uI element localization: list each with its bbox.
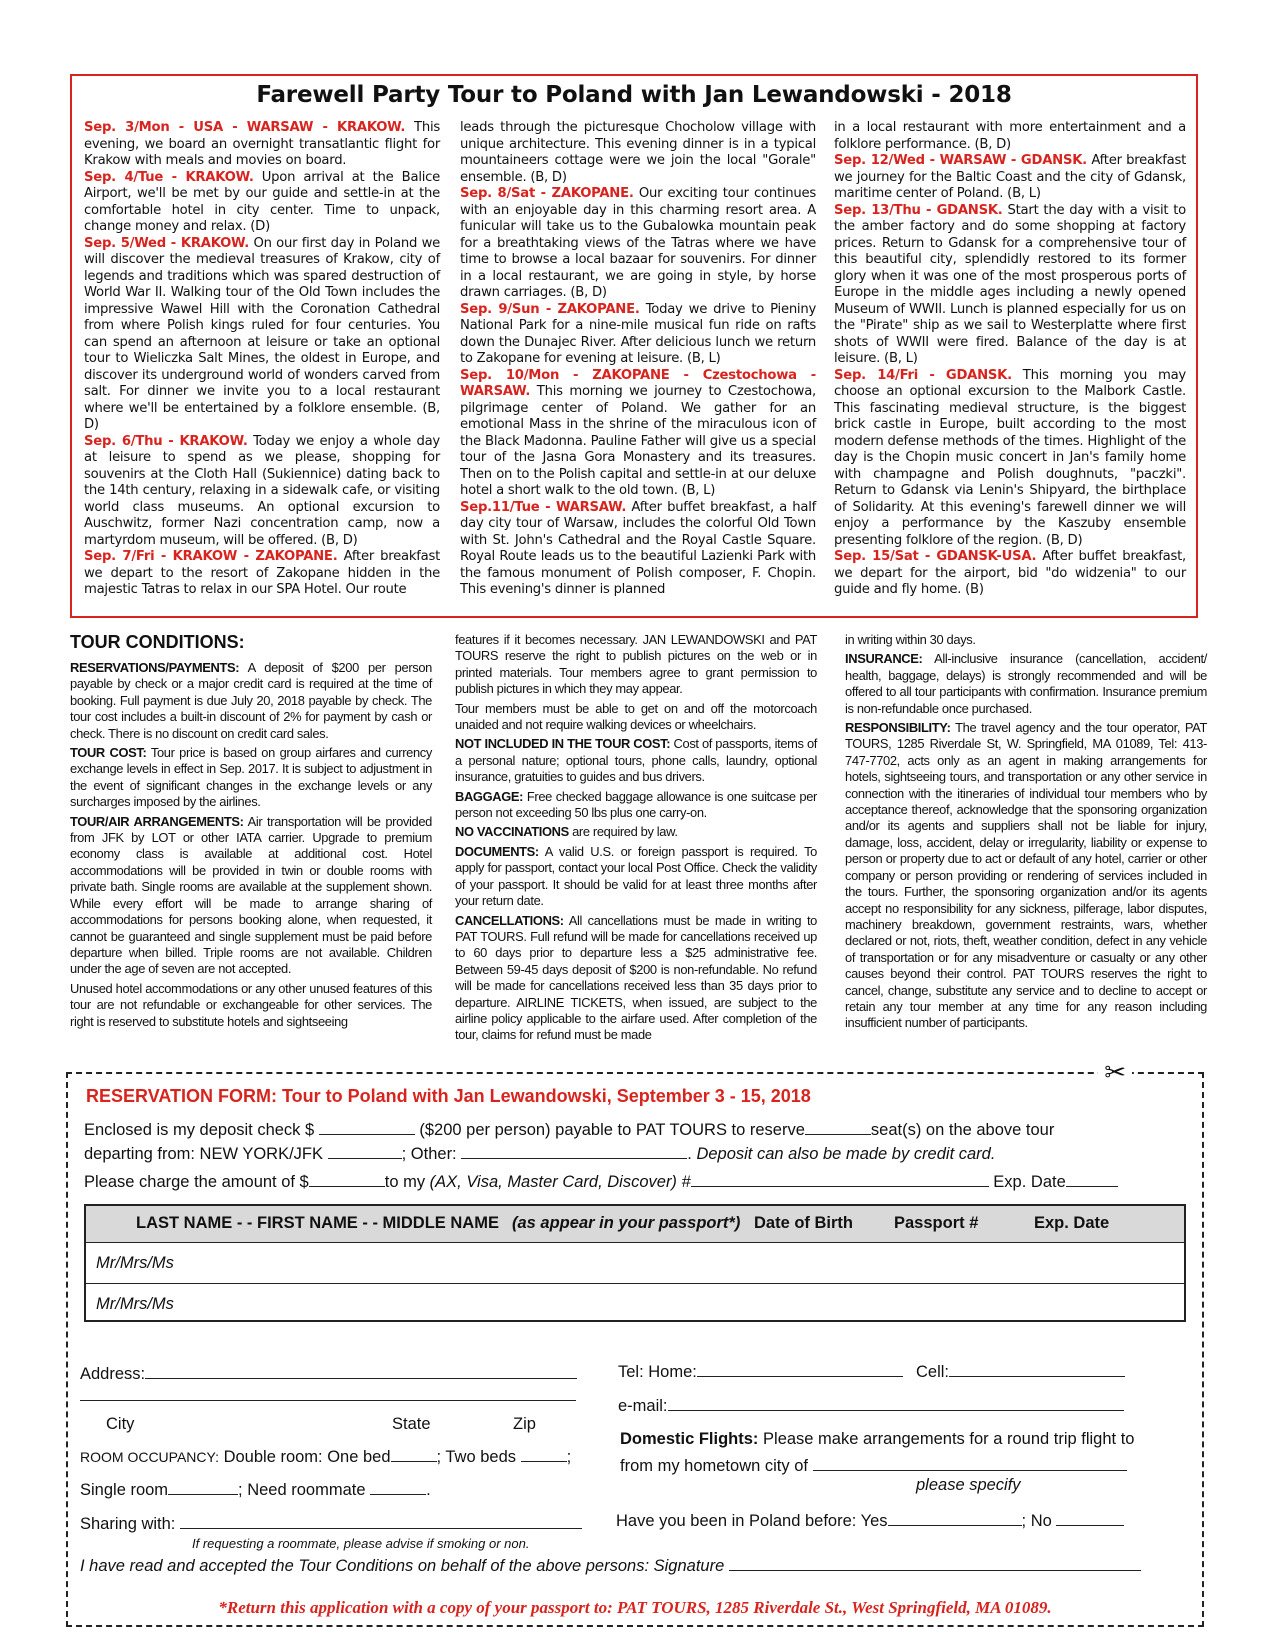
paragraph-heading: Sep. 8/Sat - ZAKOPANE. xyxy=(460,186,634,201)
form-title: RESERVATION FORM: Tour to Poland with Jan Lewandowski, September 3 - 15, 2018 xyxy=(86,1086,811,1106)
paragraph xyxy=(455,701,817,734)
room-occupancy-line: ROOM OCCUPANCY: Double room: One bed ; Two beds ; xyxy=(80,1448,572,1466)
city-label: City xyxy=(106,1415,135,1433)
paragraph-text: Upon arrival at the Balice Airport, we'll be met by our guide and settle-in at the comfortable hotel in city center. Time to unpack, change money and relax. (D) xyxy=(84,169,441,234)
paragraph-text: A deposit of $200 per person payable by check or a major credit card is required at the time of booking. Full payment is due July 20, 2018 payable by check. The tour cost includes a built-in discount of 2% for payment by cash or check. There is no discount on credit card sales. xyxy=(70,660,432,741)
single-room-line: Single room ; Need roommate . xyxy=(80,1481,431,1499)
paragraph-text: Today we drive to Pieniny National Park for a nine-mile musical fun ride on rafts down the Dunajec River. After delicious lunch we return to Zakopane for evening at leisure. (B, L) xyxy=(460,301,817,366)
paragraph-text: are required by law. xyxy=(568,824,678,840)
paragraph-text: On our first day in Poland we will discover the medieval treasures of Krakow, city of legends and traditions which was spared destruction of World War II. Walking tour of the Old Town includes the impressive Wawel Hill with the Coronation Cathedral from where Polish kings ruled for four centuries. You can spend an afternoon at leisure or take an optional tour to Wieliczka Salt Mines, the oldest in Europe, and discover its underground world of wonders carved from salt. For dinner we invite you to a local restaurant where we'll be entertained by a folklore ensemble. (B, D) xyxy=(84,235,440,432)
charge-amount-field[interactable] xyxy=(309,1172,385,1187)
paragraph xyxy=(460,186,816,302)
hometown-field[interactable] xyxy=(813,1456,1127,1471)
paragraph-heading: CANCELLATIONS: xyxy=(455,912,564,928)
card-exp-field[interactable] xyxy=(1066,1172,1118,1187)
paragraph xyxy=(455,844,817,910)
card-number-field[interactable] xyxy=(691,1172,989,1187)
paragraph xyxy=(834,153,1186,203)
hometown-line: from my hometown city of xyxy=(620,1456,1127,1476)
paragraph-text: leads through the picturesque Chocholow village with unique architecture. This evening dinner is in a typical mountaineers cottage were we join the local "Gorale" ensemble. (B, D) xyxy=(460,120,816,185)
tel-home-line: Tel: Home: xyxy=(618,1362,903,1382)
paragraph-text: Cost of passports, items of a personal nature; optional tours, phone calls, laundry, optional insurance, gratuities to guides and bus drivers. xyxy=(455,736,817,785)
cell-line: Cell: xyxy=(916,1362,1125,1382)
paragraph xyxy=(845,651,1207,717)
seats-field[interactable] xyxy=(805,1120,871,1135)
address-line-2 xyxy=(80,1386,576,1406)
paragraph xyxy=(70,660,432,742)
paragraph-text: The travel agency and the tour operator, PAT TOURS, 1285 Riverdale St, W. Springfield, MA 01089, Tel: 413-747-7702, acts only as an agent in making arrangements for hotels, sightseeing tours, and transportation or any other service in connection with the itineraries of individual tour members who by acceptance thereof, acknowledge that the sponsoring organization and/or its agents and suppliers shall not be liable for injury, damage, loss, accident, delay or irregularity, liability or expense to person or property due to act or default of any hotel, carrier or other company or person providing or rendering of services included in the tours. Further, the sponsoring organization and/or its agents accept no responsibility for any sickness, pilferage, labor disputes, machinery breakdown, government restraints, wars, whether declared or not, riots, theft, weather condition, defect in any vehicle of transportation or for any misadventure or casualty or any other causes beyond their control. PAT TOURS reserves the right to cancel, change, substitute any service and to decline to accept or retain any tour member at any time for any reason including insufficient number of participants. xyxy=(845,720,1207,1031)
paragraph-heading: Sep. 4/Tue - KRAKOW. xyxy=(84,169,254,185)
paragraph xyxy=(845,632,1207,648)
domestic-flights-line: Domestic Flights: Please make arrangements for a round trip flight to xyxy=(620,1430,1135,1448)
paragraph-heading: TOUR/AIR ARRANGEMENTS: xyxy=(70,813,244,829)
paragraph-text: After breakfast we depart to the resort of Zakopane hidden in the majestic Tatras to relax in our SPA Hotel. Our route xyxy=(84,549,440,597)
scissors-icon: ✂ xyxy=(1098,1058,1132,1086)
paragraph-text: Start the day with a visit to the amber factory and do some shopping at factory prices. Return to Gdansk for a comprehensive tour of this beautiful city, splendidly restored to its former glory when it was one of the most prosperous ports of Europe in the middle ages including a newly opened Museum of WWII. Lunch is planned especially for us on the "Pirate" ship as we sail to Westerplatte where first shots of WWII were fired. Balance of the day is at leisure. (B, L) xyxy=(834,202,1186,366)
paragraph-heading: RESPONSIBILITY: xyxy=(845,720,951,736)
paragraph xyxy=(84,170,440,236)
paragraph-text: This morning we journey to Czestochowa, pilgrimage center of Poland. We gather for an emotional Mass in the shrine of the miraculous icon of the Black Madonna. Pauline Father will give us a special tour of the Jasna Gora Monastery and its treasures. Then on to the Polish capital and settle-in at our deluxe hotel a short walk to the old town. (B, L) xyxy=(460,384,816,498)
paragraph xyxy=(845,720,1207,1032)
passenger-table xyxy=(84,1204,1186,1322)
been-poland-yes-field[interactable] xyxy=(888,1511,1022,1526)
charge-line: Please charge the amount of $ to my (AX, Visa, Master Card, Discover) # Exp. Date xyxy=(84,1172,1118,1192)
paragraph-text: A valid U.S. or foreign passport is required. To apply for passport, contact your local Post Office. Check the validity of your passport. It should be valid for at least three months after your return date. xyxy=(455,843,817,909)
roommate-note: If requesting a roommate, please advise if smoking or non. xyxy=(192,1536,530,1551)
signature-field[interactable] xyxy=(729,1556,1141,1571)
signature-line: I have read and accepted the Tour Conditions on behalf of the above persons: Signature xyxy=(80,1556,1141,1576)
paragraph xyxy=(455,824,817,840)
paragraph xyxy=(70,814,432,978)
tel-home-field[interactable] xyxy=(697,1362,903,1377)
state-label: State xyxy=(392,1415,431,1433)
paragraph xyxy=(84,236,440,434)
address-field[interactable] xyxy=(145,1364,577,1379)
other-departure-field[interactable] xyxy=(461,1144,687,1159)
return-instructions: *Return this application with a copy of your passport to: PAT TOURS, 1285 Riverdale St., West Springfield, MA 01089. xyxy=(218,1598,1052,1617)
paragraph-text: All cancellations must be made in writing to PAT TOURS. Full refund will be made for cancellations received up to 60 days prior to departure less a $25 administrative fee. Between 59-45 days deposit of $200 is non-refundable. No refund will be made for cancellations received less than 35 days prior to departure. AIRLINE TICKETS, when issued, are subject to the airline policy applicable to the airfare used. After completion of the tour, claims for refund must be made xyxy=(455,912,817,1043)
two-beds-field[interactable] xyxy=(521,1447,567,1462)
cell-field[interactable] xyxy=(949,1362,1125,1377)
paragraph-heading: Sep. 10/Mon - ZAKOPANE - Czestochowa - WARSAW. xyxy=(460,367,816,399)
passenger-table-header: LAST NAME - - FIRST NAME - - MIDDLE NAME (as appear in your passport*) Date of Birth Passport # Exp. Date xyxy=(86,1206,1184,1243)
paragraph-heading: Sep. 13/Thu - GDANSK. xyxy=(834,202,1003,218)
address-field-2[interactable] xyxy=(80,1386,576,1401)
paragraph-heading: TOUR COST: xyxy=(70,745,147,761)
passenger-row[interactable]: Mr/Mrs/Ms xyxy=(86,1243,1184,1284)
passenger-row[interactable]: Mr/Mrs/Ms xyxy=(96,1295,174,1313)
tour-conditions-heading: TOUR CONDITIONS: xyxy=(70,632,245,652)
paragraph-heading: NO VACCINATIONS xyxy=(455,824,569,840)
paragraph-text: Tour members must be able to get on and off the motorcoach unaided and not require walking devices or wheelchairs. xyxy=(455,700,817,733)
address-line: Address: xyxy=(80,1364,577,1384)
paragraph-heading: Sep. 5/Wed - KRAKOW. xyxy=(84,235,250,251)
paragraph xyxy=(70,745,432,811)
paragraph-text: This evening, we board an overnight transatlantic flight for Krakow with meals and movies on board. xyxy=(84,120,441,168)
need-roommate-field[interactable] xyxy=(370,1480,426,1495)
itinerary-title: Farewell Party Tour to Poland with Jan Lewandowski - 2018 xyxy=(256,82,1012,108)
itinerary-column-2 xyxy=(460,120,816,599)
paragraph-text: Unused hotel accommodations or any other unused features of this tour are not refundable or exchangeable for other services. The right is reserved to substitute hotels and sightseeing xyxy=(70,980,432,1029)
itinerary-column-3 xyxy=(834,120,1186,599)
paragraph-text: Air transportation will be provided from JFK by LOT or other IATA carrier. Upgrade to premium economy class is available at additional cost. Hotel accommodations will be provided in twin or double rooms with private bath. Single rooms are available at the supplement shown. While every effort will be made to arrange sharing of accommodations for persons booking alone, when requested, it cannot be guaranteed and single supplement must be paid before departure when billed. Triple rooms are not available. Children under the age of seven are not accepted. xyxy=(70,813,432,977)
paragraph-heading: Sep. 3/Mon - USA - WARSAW - KRAKOW. xyxy=(84,120,406,135)
paragraph xyxy=(460,302,816,368)
paragraph-heading: INSURANCE: xyxy=(845,651,923,667)
paragraph-text: in a local restaurant with more entertainment and a folklore performance. (B, D) xyxy=(834,120,1186,152)
paragraph-heading: Sep. 6/Thu - KRAKOW. xyxy=(84,433,248,449)
paragraph-text: After buffet breakfast, a half day city tour of Warsaw, includes the colorful Old Town with St. John's Cathedral and the Royal Castle Square. Royal Route leads us to the beautiful Lazienki Park with the famous monument of Polish composer, F. Chopin. This evening's dinner is planned xyxy=(460,499,817,597)
itinerary-column-1 xyxy=(84,120,440,599)
paragraph-heading: Sep. 12/Wed - WARSAW - GDANSK. xyxy=(834,153,1087,168)
departing-field[interactable] xyxy=(328,1144,402,1159)
paragraph xyxy=(460,120,816,186)
conditions-column-3 xyxy=(845,632,1207,1035)
paragraph-heading: Sep. 9/Sun - ZAKOPANE. xyxy=(460,301,640,317)
one-bed-field[interactable] xyxy=(391,1447,437,1462)
email-line: e-mail: xyxy=(618,1396,1124,1416)
paragraph-heading: RESERVATIONS/PAYMENTS: xyxy=(70,660,240,675)
been-poland-no-field[interactable] xyxy=(1056,1511,1124,1526)
paragraph xyxy=(834,120,1186,153)
paragraph xyxy=(460,500,816,599)
reservation-form xyxy=(66,1057,1204,1627)
paragraph-text: features if it becomes necessary. JAN LEWANDOWSKI and PAT TOURS reserve the right to publish pictures on the web or in printed materials. Tour members agree to grant permission to publish pictures in which they may appear. xyxy=(455,632,817,697)
paragraph-text: Free checked baggage allowance is one suitcase per person not exceeding 50 lbs plus one carry-on. xyxy=(455,788,817,821)
paragraph-text: This morning you may choose an optional excursion to the Malbork Castle. This fascinating medieval structure, is the biggest brick castle in Europe, built according to the most modern defense methods of the times. Highlight of the day is the Chopin music concert in Jan's family home with champagne and Polish doughnuts, "paczki". Return to Gdansk via Lenin's Shipyard, the birthplace of Solidarity. At this evening's farewell dinner we will enjoy a performance by the Kaszuby ensemble presenting folklore of the region. (B, D) xyxy=(834,367,1186,548)
conditions-column-1 xyxy=(70,660,432,1033)
paragraph-text: After breakfast we journey for the Baltic Coast and the city of Gdansk, maritime center of Poland. (B, L) xyxy=(834,153,1186,201)
paragraph-heading: BAGGAGE: xyxy=(455,788,524,804)
paragraph-heading: Sep.11/Tue - WARSAW. xyxy=(460,499,627,515)
paragraph-text: Tour price is based on group airfares and currency exchange levels in effect in Sep. 2017. It is subject to adjustment in the event of significant changes in the exchange levels or any surcharges imposed by the airlines. xyxy=(70,745,432,810)
paragraph xyxy=(455,632,817,698)
single-room-field[interactable] xyxy=(168,1480,238,1495)
been-poland-line: Have you been in Poland before: Yes ; No xyxy=(616,1511,1124,1531)
paragraph-heading: Sep. 15/Sat - GDANSK-USA. xyxy=(834,549,1037,564)
paragraph xyxy=(70,981,432,1030)
paragraph xyxy=(455,913,817,1044)
paragraph xyxy=(834,549,1186,599)
paragraph-heading: Sep. 7/Fri - KRAKOW - ZAKOPANE. xyxy=(84,549,338,564)
paragraph-heading: DOCUMENTS: xyxy=(455,843,539,859)
paragraph-heading: NOT INCLUDED IN THE TOUR COST: xyxy=(455,736,671,752)
paragraph xyxy=(834,368,1186,550)
paragraph xyxy=(84,549,440,599)
departing-line: departing from: NEW YORK/JFK ; Other: . Deposit can also be made by credit card. xyxy=(84,1145,996,1163)
paragraph xyxy=(84,434,440,550)
paragraph-text: in writing within 30 days. xyxy=(845,632,976,647)
sharing-with-field[interactable] xyxy=(180,1514,582,1529)
paragraph xyxy=(455,736,817,785)
paragraph-heading: Sep. 14/Fri - GDANSK. xyxy=(834,367,1012,383)
paragraph-text: Our exciting tour continues with an enjoyable day in this charming resort area. A funicular will take us to the Gubalowka mountain peak for a breathtaking views of the Tatras where we have time to browse a local bazaar for souvenirs. For dinner in a local restaurant, we are going in style, by horse drawn carriages. (B, D) xyxy=(460,186,817,300)
conditions-column-2 xyxy=(455,632,817,1047)
itinerary-box xyxy=(70,74,1198,618)
paragraph xyxy=(84,120,440,170)
zip-label: Zip xyxy=(513,1415,536,1433)
paragraph-text: All-inclusive insurance (cancellation, accident/ health, baggage, delays) is strongly recommended and will be offered to all tour participants with confirmation. Insurance premium is non-refundable once purchased. xyxy=(845,651,1207,716)
please-specify: please specify xyxy=(916,1476,1021,1494)
paragraph xyxy=(460,368,816,500)
paragraph-text: Today we enjoy a whole day at leisure to spend as we please, shopping for souvenirs at the Cloth Hall (Sukiennice) dating back to the 14th century, relaxing in a sidewalk cafe, or visiting world class museums. An optional excursion to Auschwitz, former Nazi concentration camp, now a martyrdom museum, will be offered. (B, D) xyxy=(84,433,440,548)
sharing-line: Sharing with: xyxy=(80,1514,582,1534)
email-field[interactable] xyxy=(668,1396,1124,1411)
paragraph xyxy=(834,203,1186,368)
deposit-line: Enclosed is my deposit check $ ($200 per person) payable to PAT TOURS to reserve seat(s) on the above tour xyxy=(84,1121,1055,1139)
paragraph-text: After buffet breakfast, we depart for the airport, bid "do widzenia" to our guide and fly home. (B) xyxy=(834,549,1186,597)
deposit-amount-field[interactable] xyxy=(319,1120,415,1135)
paragraph xyxy=(455,789,817,822)
